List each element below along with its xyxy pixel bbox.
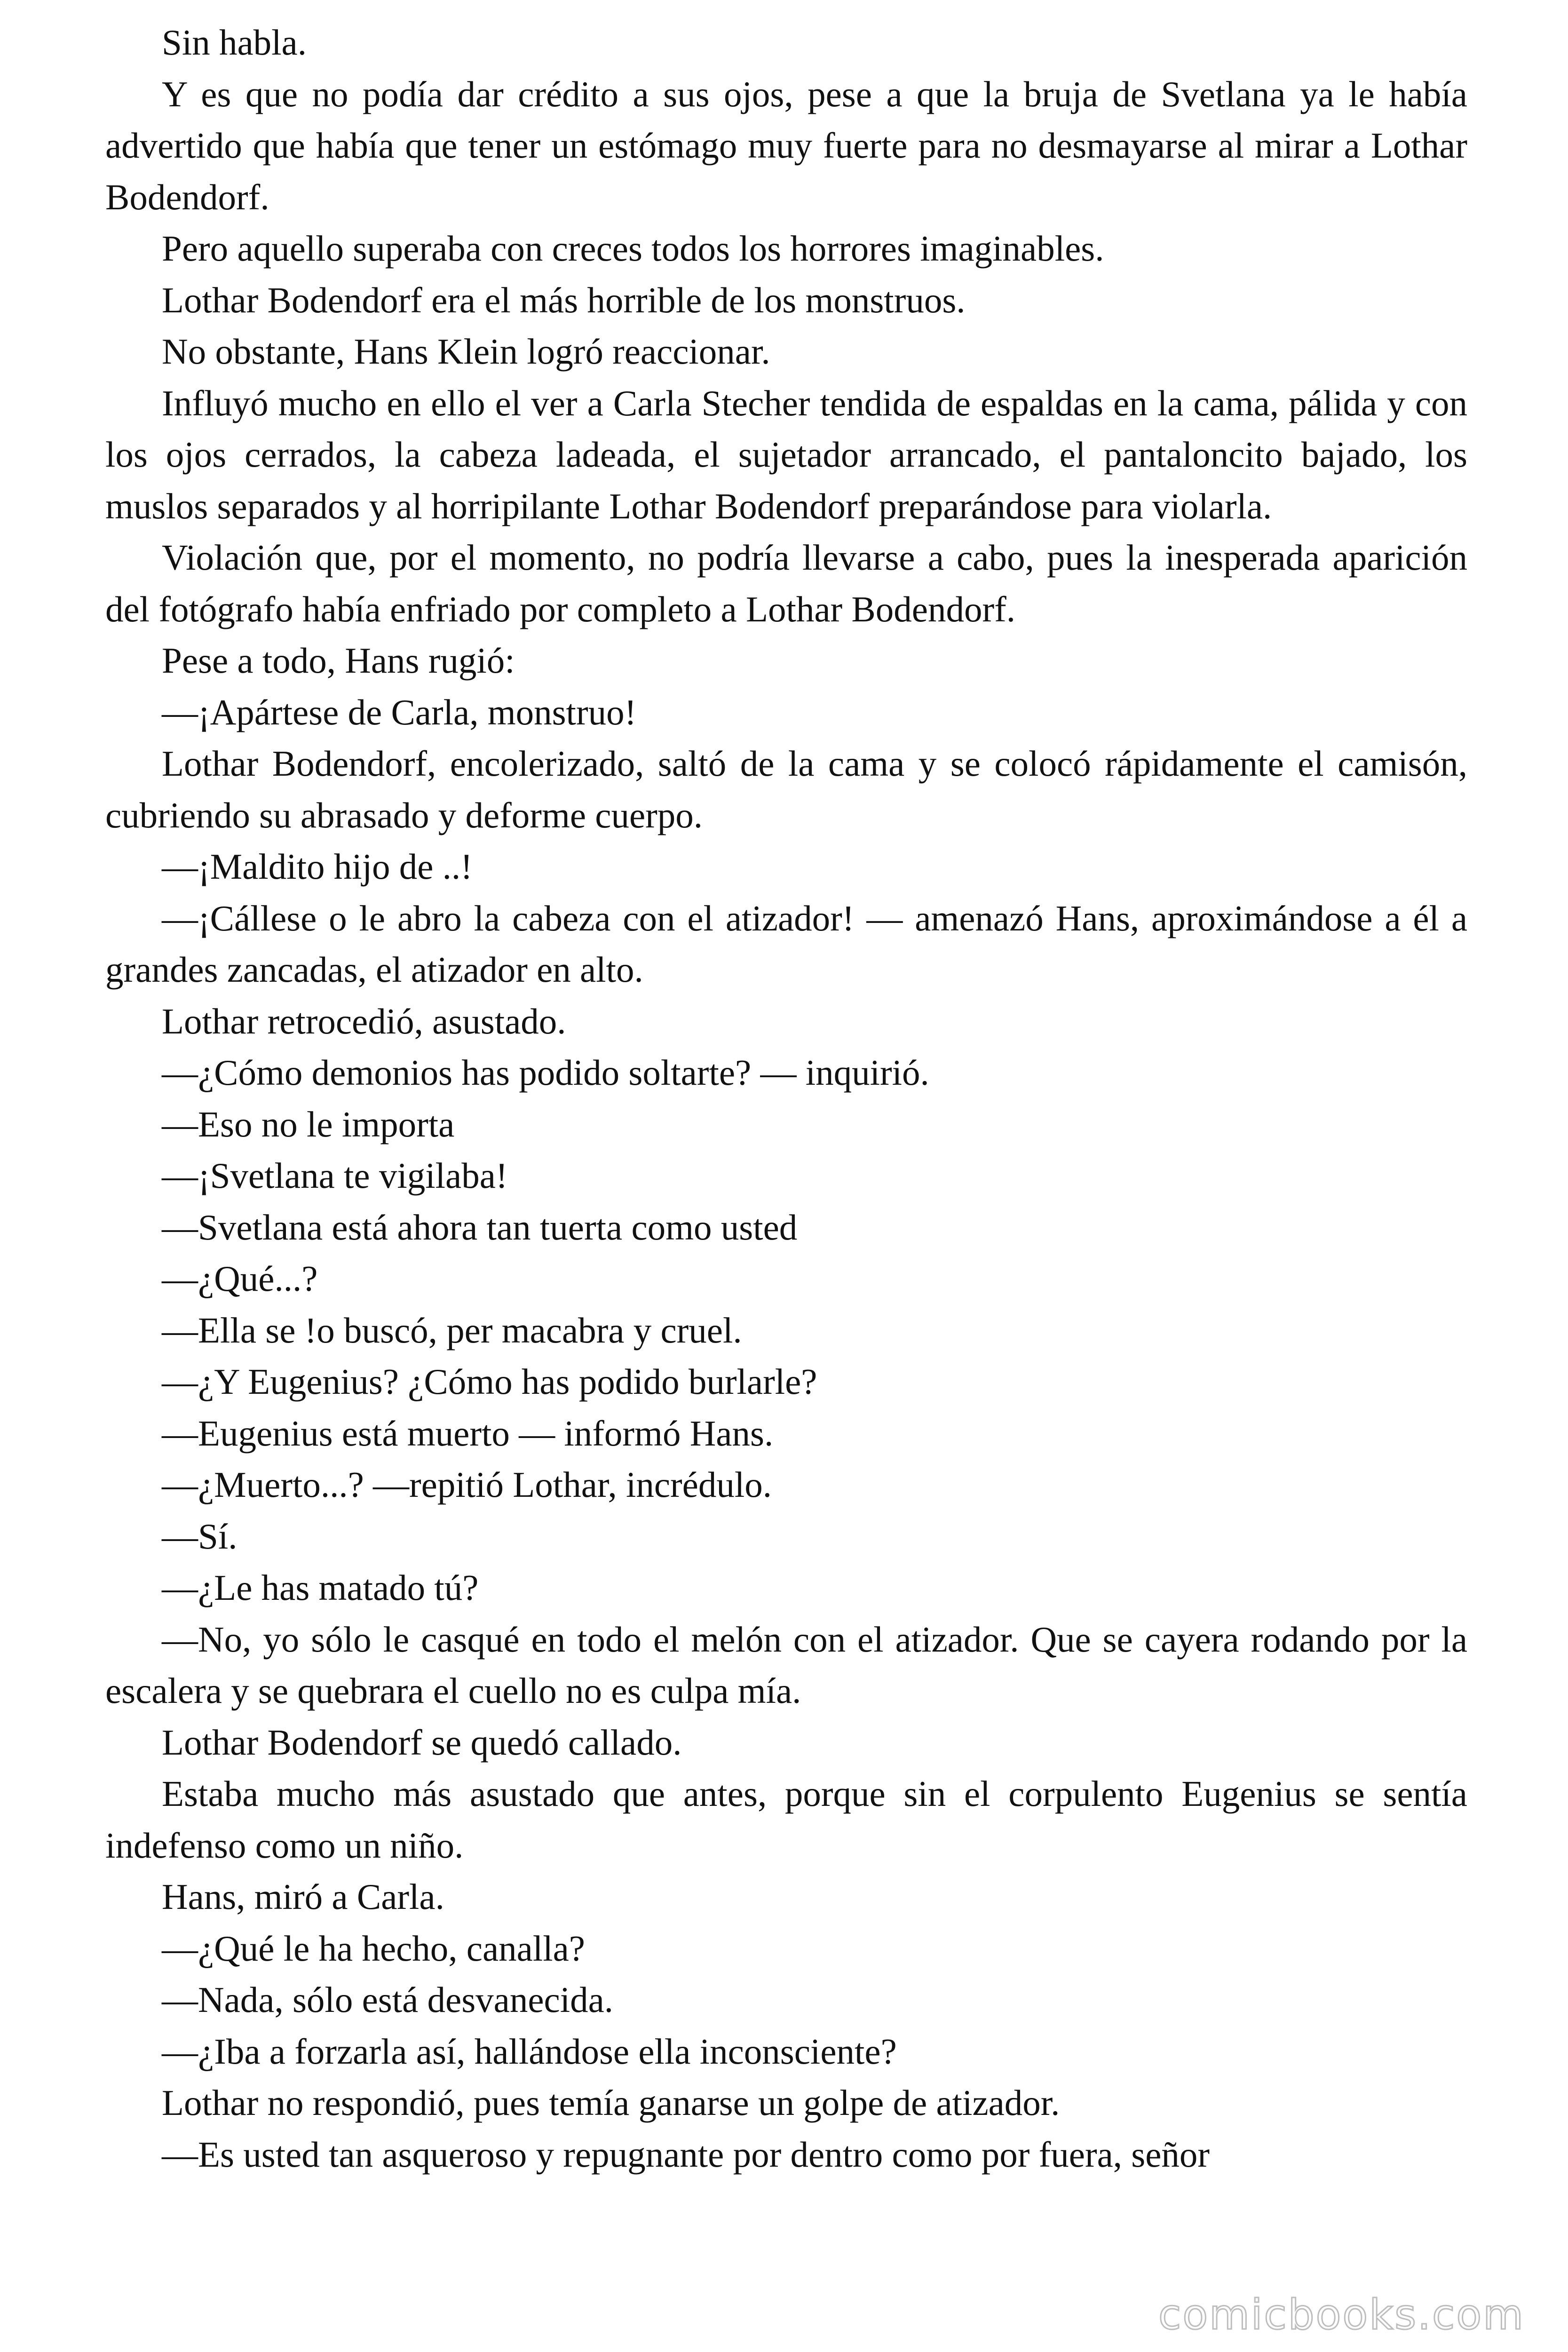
paragraph: Pero aquello superaba con creces todos los horrores imaginables. — [162, 228, 1104, 269]
dialogue-line: —Sí. — [162, 1516, 238, 1557]
body-text — [105, 17, 1467, 2180]
paragraph: Hans, miró a Carla. — [162, 1876, 444, 1917]
dialogue-line: —Eso no le importa — [162, 1104, 455, 1144]
dialogue-line: —¿Qué le ha hecho, canalla? — [162, 1928, 585, 1969]
paragraph: Influyó mucho en ello el ver a Carla Stecher tendida de espaldas en la cama, pálida y con los ojos cerrados, la cabeza ladeada, el sujetador arrancado, el pantaloncito bajado, los muslos separados y al horripilante Lothar Bodendorf preparándose para violarla. — [105, 382, 1467, 526]
dialogue-line: —¿Y Eugenius? ¿Cómo has podido burlarle? — [162, 1361, 817, 1402]
watermark: comicbooks.com — [1158, 2290, 1525, 2339]
dialogue-line: —¿Muerto...? —repitió Lothar, incrédulo. — [162, 1464, 772, 1505]
dialogue-line: —¡Maldito hijo de ..! — [162, 846, 473, 887]
dialogue-line: —Nada, sólo está desvanecida. — [162, 1979, 614, 2020]
dialogue-line: —Eugenius está muerto — informó Hans. — [162, 1413, 774, 1454]
dialogue-line: —¿Cómo demonios has podido soltarte? — inquirió. — [162, 1052, 929, 1093]
dialogue-line: —¿Le has matado tú? — [162, 1567, 479, 1608]
dialogue-line: —Svetlana está ahora tan tuerta como usted — [162, 1207, 798, 1248]
paragraph: Estaba mucho más asustado que antes, porque sin el corpulento Eugenius se sentía indefenso como un niño. — [105, 1773, 1467, 1866]
dialogue-line: —¿Iba a forzarla así, hallándose ella inconsciente? — [162, 2031, 897, 2072]
dialogue-line: —¡Cállese o le abro la cabeza con el atizador! — amenazó Hans, aproximándose a él a grandes zancadas, el atizador en alto. — [105, 898, 1467, 990]
paragraph: Pese a todo, Hans rugió: — [162, 640, 515, 681]
dialogue-line: —¡Apártese de Carla, monstruo! — [162, 691, 637, 732]
dialogue-line: —No, yo sólo le casqué en todo el melón con el atizador. Que se cayera rodando por la escalera y se quebrara el cuello no es culpa mía. — [105, 1619, 1467, 1711]
paragraph: Lothar retrocedió, asustado. — [162, 1001, 566, 1041]
dialogue-line: —Ella se !o buscó, per macabra y cruel. — [162, 1310, 742, 1351]
paragraph: Y es que no podía dar crédito a sus ojos, pese a que la bruja de Svetlana ya le había advertido que había que tener un estómago muy fuerte para no desmayarse al mirar a Lothar Bodendorf. — [105, 73, 1467, 217]
dialogue-line: —Es usted tan asqueroso y repugnante por dentro como por fuera, señor — [162, 2134, 1210, 2175]
paragraph: No obstante, Hans Klein logró reaccionar. — [162, 331, 770, 372]
paragraph: Sin habla. — [162, 22, 307, 63]
dialogue-line: —¿Qué...? — [162, 1258, 318, 1299]
dialogue-line: —¡Svetlana te vigilaba! — [162, 1155, 508, 1196]
paragraph: Violación que, por el momento, no podría llevarse a cabo, pues la inesperada aparición del fotógrafo había enfriado por completo a Lothar Bodendorf. — [105, 537, 1467, 629]
paragraph: Lothar Bodendorf se quedó callado. — [162, 1722, 682, 1763]
paragraph: Lothar no respondió, pues temía ganarse un golpe de atizador. — [162, 2082, 1060, 2123]
paragraph: Lothar Bodendorf era el más horrible de los monstruos. — [162, 279, 966, 320]
paragraph: Lothar Bodendorf, encolerizado, saltó de la cama y se colocó rápidamente el camisón, cubriendo su abrasado y deforme cuerpo. — [105, 743, 1467, 835]
